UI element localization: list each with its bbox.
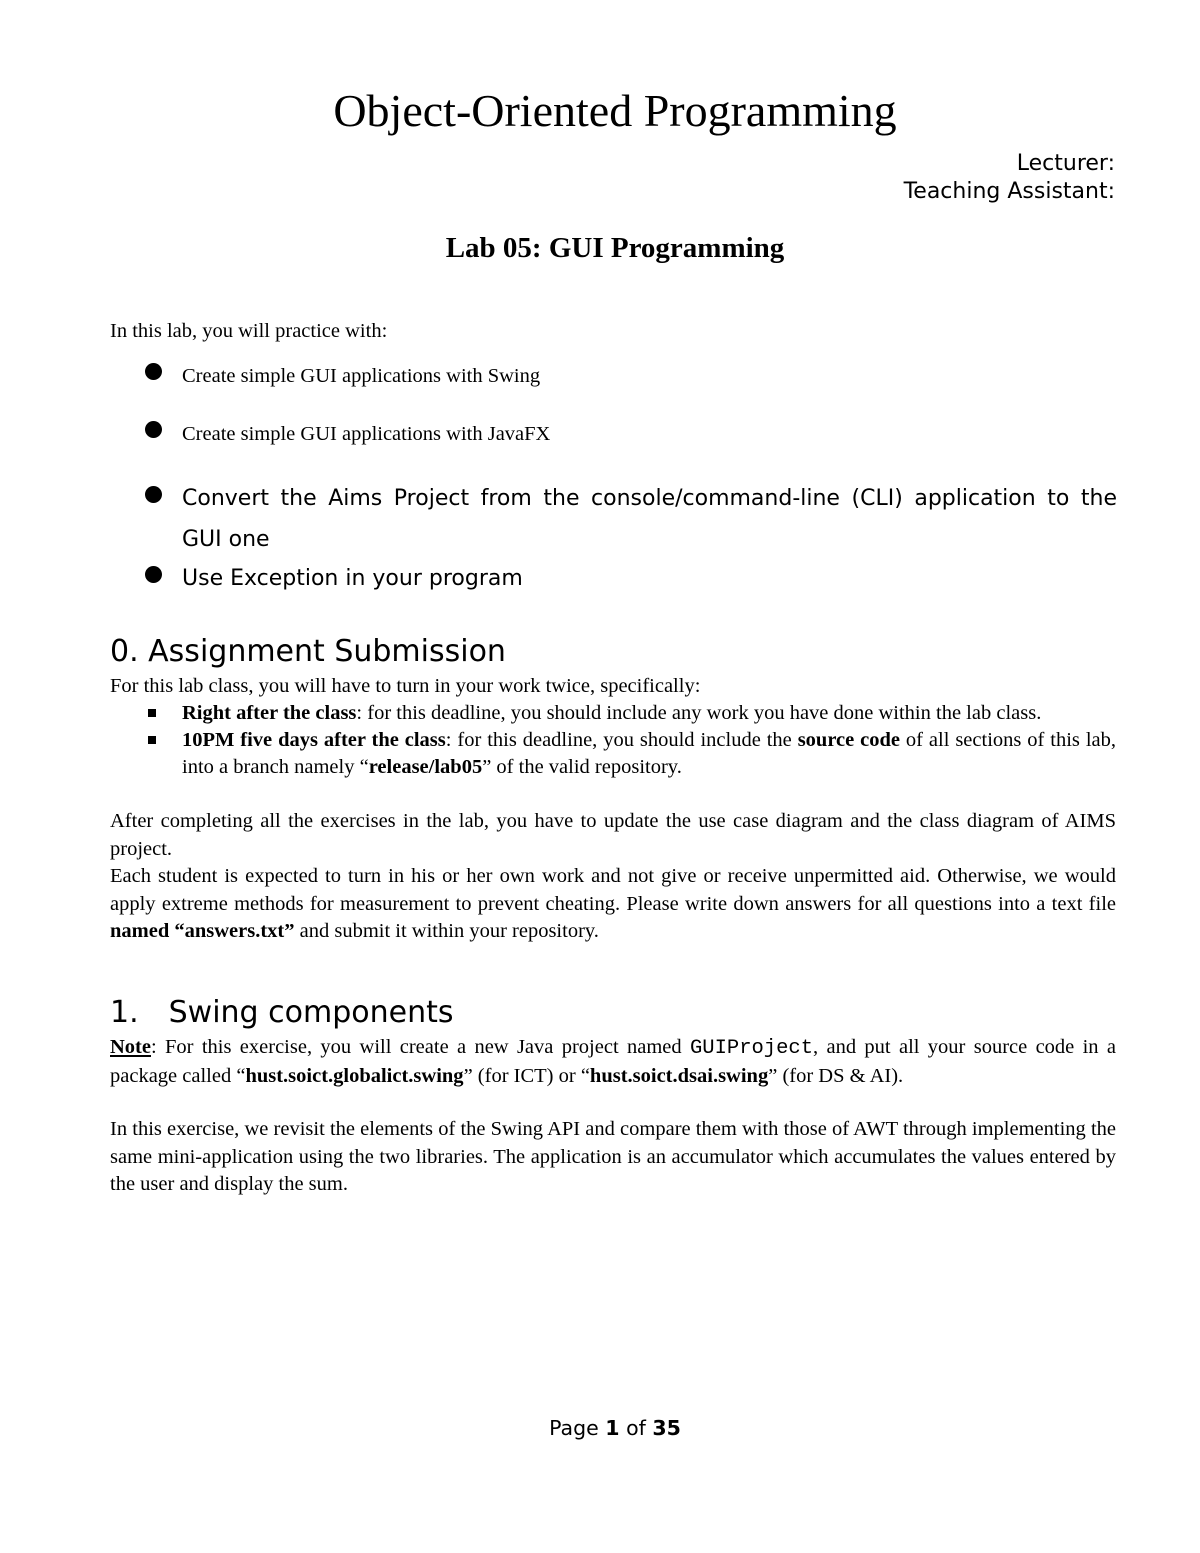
intro-bullet-text: Convert the Aims Project from the console/command-line (CLI) application to the GUI one — [182, 486, 1117, 552]
list-item — [148, 727, 1116, 781]
section-0-lead: For this lab class, you will have to turn in your work twice, specifically: — [110, 675, 701, 697]
section-0-paragraph-1: After completing all the exercises in the lab, you have to update the use case diagram and the class diagram of AIMS project. — [110, 810, 1116, 860]
square-bullet-icon — [148, 736, 156, 744]
intro-bullet-text: Create simple GUI applications with Swing — [182, 365, 541, 387]
intro-bullet — [145, 566, 1115, 591]
list-item — [148, 700, 1116, 727]
list-item-text: 10PM five days after the class: for this deadline, you should include the source code of all sections of this lab, into a branch namely “release/lab05” of the valid repository. — [182, 729, 1116, 778]
section-1-note: Note: For this exercise, you will create a new Java project named GUIProject, and put all your source code in a package called “hust.soict.globalict.swing” (for ICT) or “hust.soict.dsai.swing” (for DS & AI). — [110, 1036, 1117, 1087]
intro-bullet-text: Create simple GUI applications with JavaFX — [182, 423, 551, 445]
submission-list — [148, 700, 1116, 781]
list-item-text: Right after the class: for this deadline, you should include any work you have done within the lab class. — [182, 702, 1042, 724]
bullet-dot-icon — [145, 566, 162, 583]
document-title: Object-Oriented Programming — [333, 85, 897, 136]
intro-lead: In this lab, you will practice with: — [110, 320, 388, 342]
page-number: Page 1 of 35 — [549, 1416, 681, 1440]
section-1-heading: 1. Swing components — [110, 995, 454, 1030]
note-label: Note — [110, 1036, 151, 1058]
section-1-paragraph: In this exercise, we revisit the elements of the Swing API and compare them with those of AWT through implementing the same mini-application using the two libraries. The application is an accumulator which accumulates the values entered by the user and display the sum. — [110, 1118, 1116, 1195]
section-0-heading: 0. Assignment Submission — [110, 634, 506, 669]
intro-bullet — [145, 478, 1117, 560]
project-name-code: GUIProject — [689, 1037, 814, 1060]
lecturer-label: Lecturer: — [1016, 151, 1115, 176]
intro-bullet — [145, 423, 1115, 446]
staff-block — [904, 150, 1115, 206]
square-bullet-icon — [148, 709, 156, 717]
bullet-dot-icon — [145, 486, 162, 503]
intro-bullet-text: Use Exception in your program — [182, 566, 523, 591]
bullet-dot-icon — [145, 421, 162, 438]
lab-title: Lab 05: GUI Programming — [445, 232, 785, 264]
intro-bullet — [145, 365, 1115, 388]
teaching-assistant-label: Teaching Assistant: — [903, 179, 1115, 204]
bullet-dot-icon — [145, 363, 162, 380]
section-0-paragraph-2: Each student is expected to turn in his or her own work and not give or receive unpermitted aid. Otherwise, we would apply extreme methods for measurement to prevent cheating. Please write down answers for all questions into a text file named “answers.txt” and submit it within your repository. — [110, 865, 1116, 942]
